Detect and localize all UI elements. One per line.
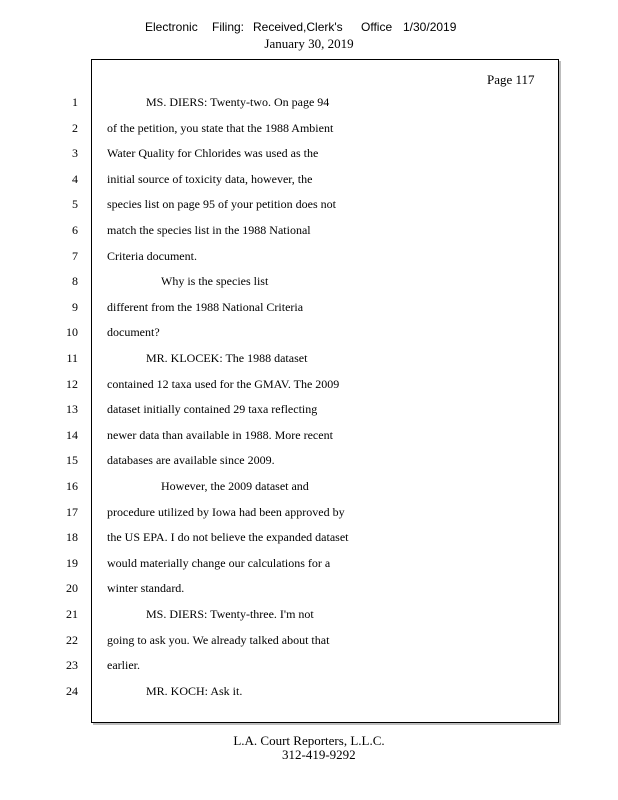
transcript-line: dataset initially contained 29 taxa reflecting (107, 402, 318, 416)
line-number: 20 (66, 581, 78, 595)
transcript-line: newer data than available in 1988. More recent (107, 428, 333, 442)
transcript-line: procedure utilized by Iowa had been approved by (107, 505, 345, 519)
transcript-line: databases are available since 2009. (107, 453, 275, 467)
transcript-line: match the species list in the 1988 National (107, 223, 311, 237)
line-number: 4 (72, 172, 78, 186)
line-number: 10 (66, 325, 78, 339)
line-number: 12 (66, 377, 78, 391)
filing-label: Filing: (212, 20, 245, 34)
line-number: 15 (66, 453, 78, 467)
line-number: 13 (66, 402, 78, 416)
filing-electronic: Electronic (145, 20, 198, 34)
transcript-line: Water Quality for Chlorides was used as the (107, 146, 319, 160)
transcript-line: species list on page 95 of your petition does not (107, 197, 336, 211)
line-number: 23 (66, 658, 78, 672)
transcript-line: MS. DIERS: Twenty-three. I'm not (146, 607, 314, 621)
transcript-line: going to ask you. We already talked about that (107, 633, 330, 647)
line-number: 9 (72, 300, 78, 314)
line-number: 2 (72, 121, 78, 135)
transcript-line: earlier. (107, 658, 140, 672)
transcript-line: Why is the species list (161, 274, 269, 288)
filing-date: 1/30/2019 (403, 20, 457, 34)
line-number: 5 (72, 197, 78, 211)
transcript-line: MR. KLOCEK: The 1988 dataset (146, 351, 308, 365)
footer-phone: 312-419-9292 (282, 747, 356, 762)
transcript-line: the US EPA. I do not believe the expanded dataset (107, 530, 349, 544)
filing-date-long: January 30, 2019 (264, 36, 354, 51)
line-number: 14 (66, 428, 78, 442)
line-number: 24 (66, 684, 78, 698)
page-number: Page 117 (487, 72, 535, 87)
transcript-line: contained 12 taxa used for the GMAV. The 2009 (107, 377, 340, 391)
line-number: 22 (66, 633, 78, 647)
line-number: 7 (72, 249, 78, 263)
line-number: 16 (66, 479, 78, 493)
transcript-line: MS. DIERS: Twenty-two. On page 94 (146, 95, 330, 109)
line-number: 19 (66, 556, 78, 570)
transcript-line: MR. KOCH: Ask it. (146, 684, 243, 698)
line-number: 11 (66, 351, 78, 365)
transcript-line: of the petition, you state that the 1988 Ambient (107, 121, 334, 135)
transcript-line: However, the 2009 dataset and (161, 479, 309, 493)
filing-received: Received,Clerk's (253, 20, 343, 34)
transcript-line: different from the 1988 National Criteria (107, 300, 304, 314)
line-number: 18 (66, 530, 78, 544)
line-number: 6 (72, 223, 78, 237)
transcript-line: would materially change our calculations for a (107, 556, 331, 570)
filing-office: Office (361, 20, 393, 34)
line-number: 1 (72, 95, 78, 109)
line-number: 17 (66, 505, 78, 519)
footer-company: L.A. Court Reporters, L.L.C. (233, 733, 385, 748)
transcript-line: initial source of toxicity data, however, the (107, 172, 313, 186)
transcript-line: document? (107, 325, 160, 339)
line-number: 3 (72, 146, 78, 160)
line-number: 8 (72, 274, 78, 288)
transcript-line: winter standard. (107, 581, 185, 595)
line-number: 21 (66, 607, 78, 621)
transcript-line: Criteria document. (107, 249, 197, 263)
